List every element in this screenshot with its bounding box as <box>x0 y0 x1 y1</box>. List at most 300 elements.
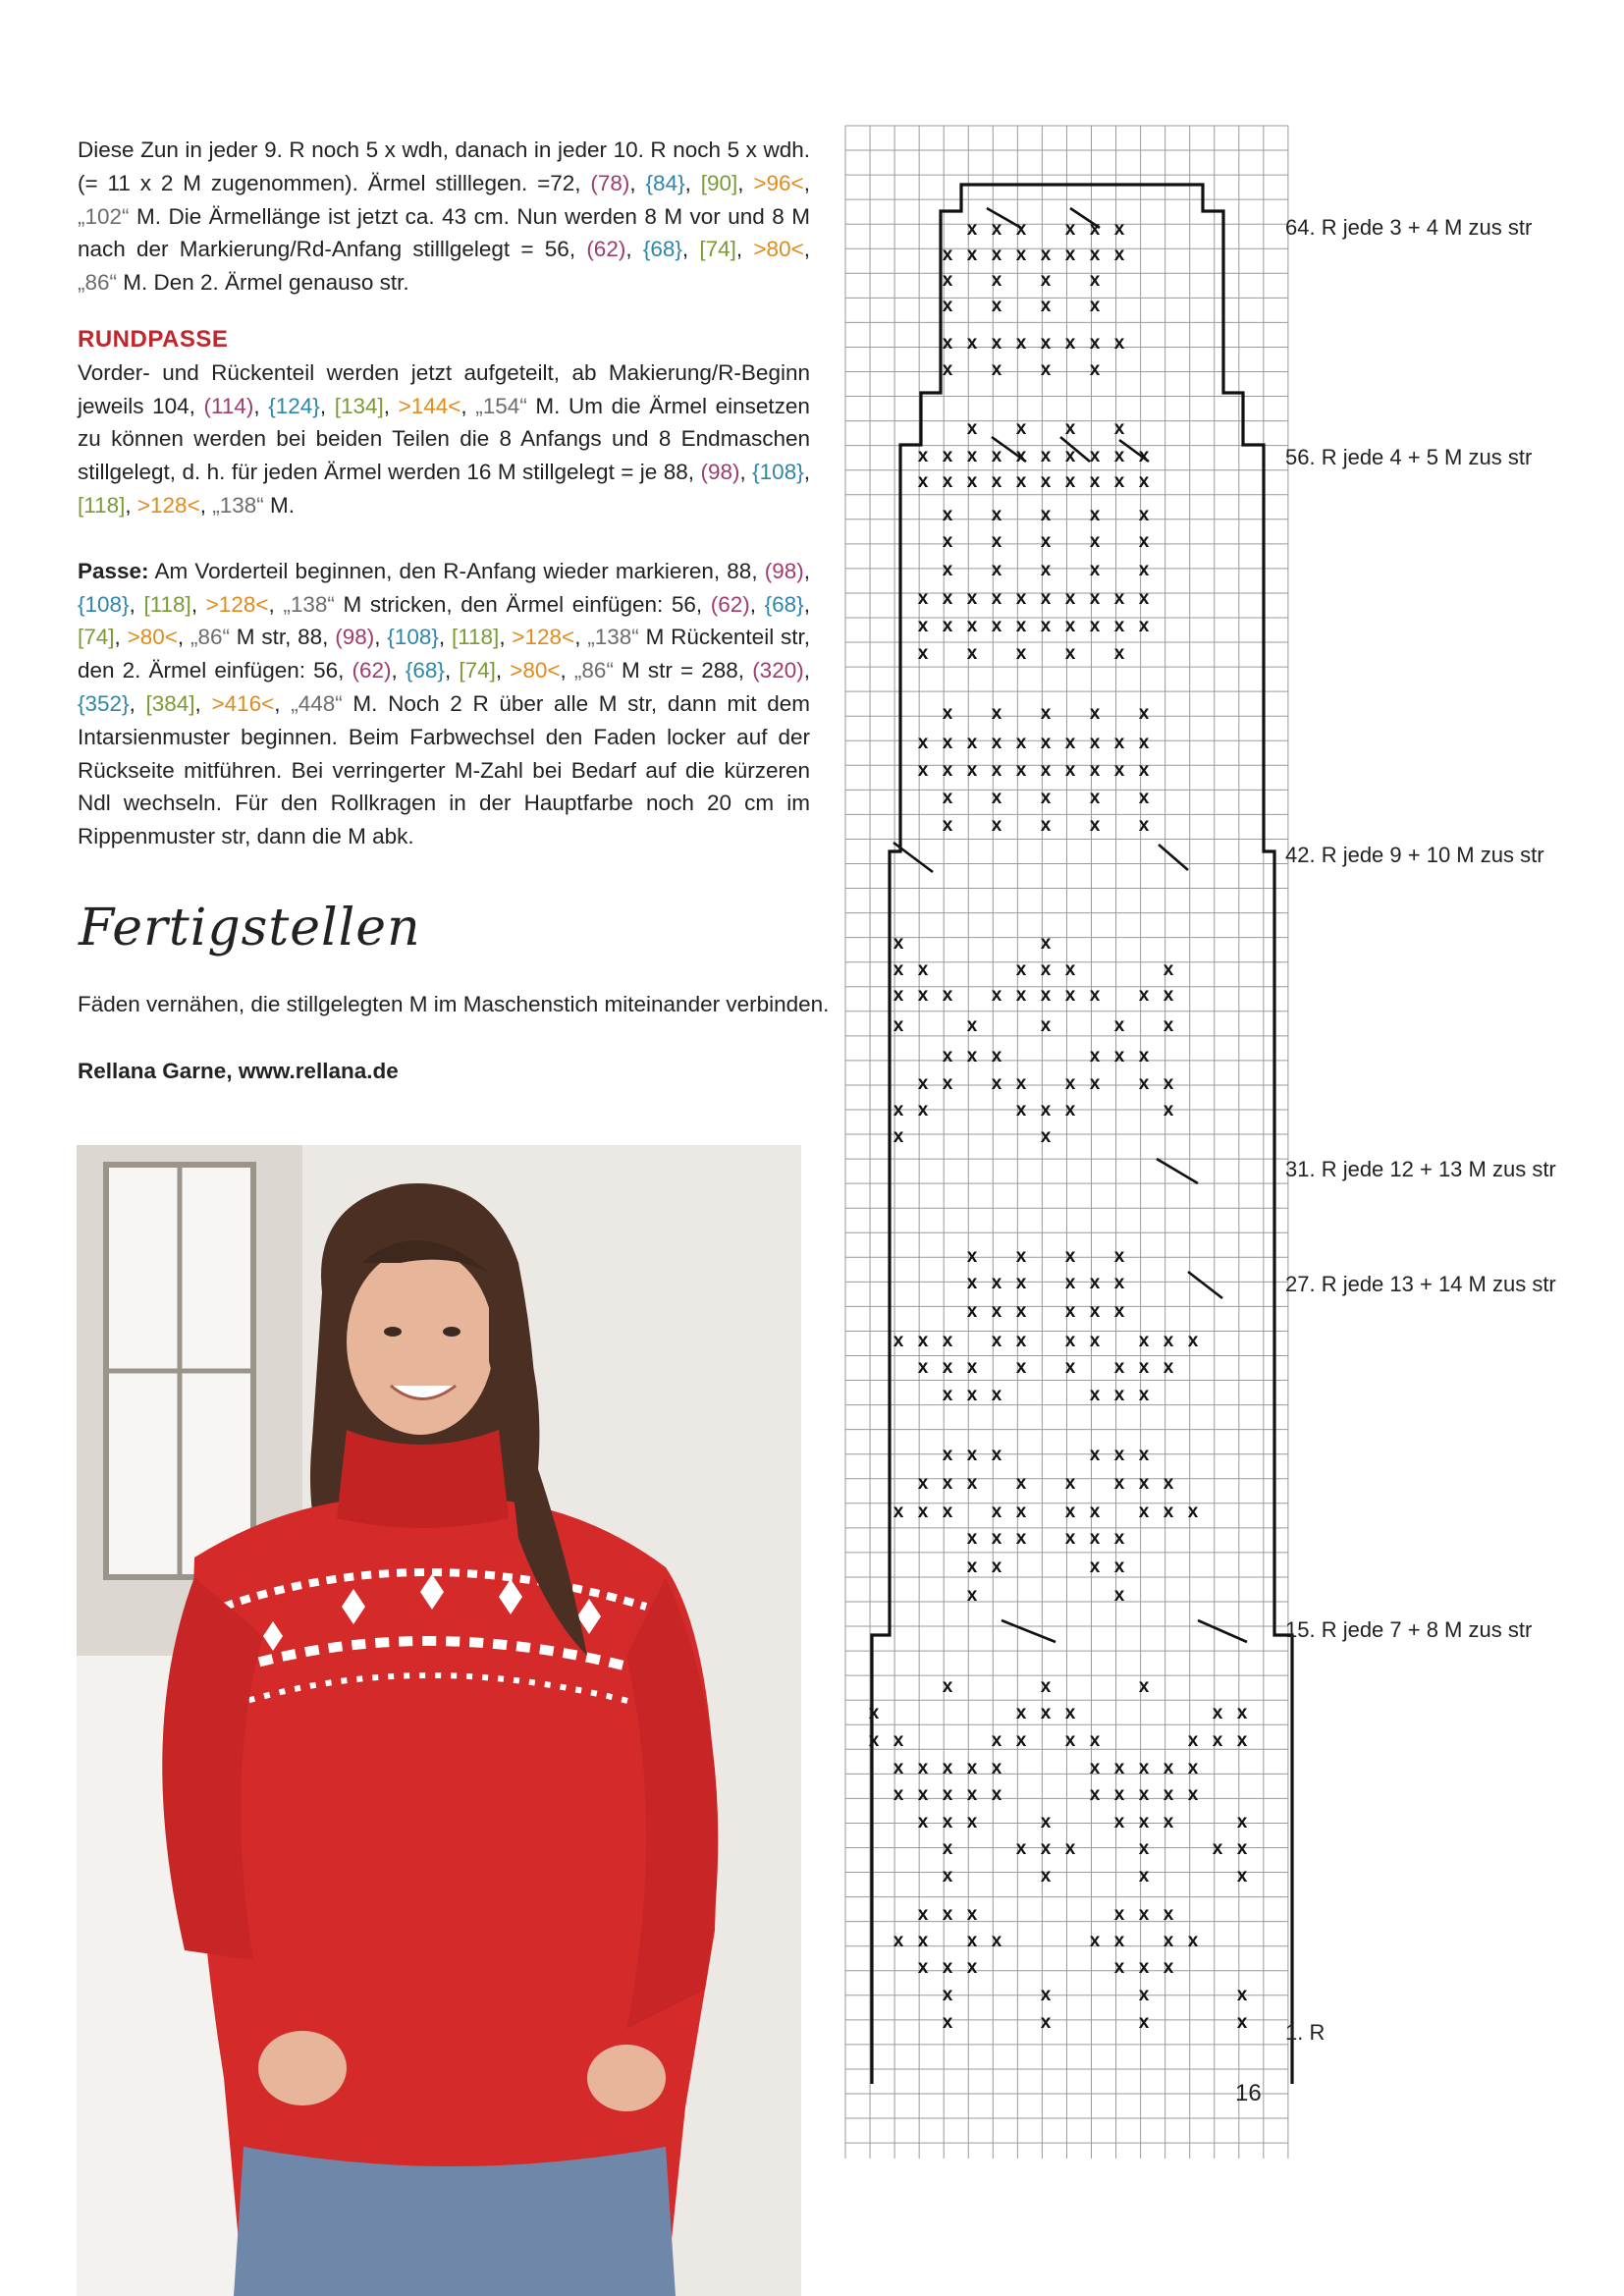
stitch-x-mark: x <box>868 1703 880 1723</box>
text-segment: , <box>739 460 753 485</box>
stitch-x-mark: x <box>1089 1273 1101 1293</box>
stitch-x-mark: x <box>893 1730 904 1751</box>
stitch-x-mark: x <box>991 703 1002 724</box>
text-segment: , <box>629 170 646 195</box>
stitch-x-mark: x <box>991 733 1002 753</box>
stitch-x-mark: x <box>1113 1784 1125 1805</box>
text-segment: [384] <box>145 690 195 716</box>
text-segment: [118] <box>78 492 126 518</box>
stitch-x-mark: x <box>942 616 953 636</box>
stitch-x-mark: x <box>942 1758 953 1778</box>
stitch-x-mark: x <box>1015 1357 1027 1378</box>
text-segment: , <box>444 658 460 683</box>
text-segment: >416< <box>211 690 275 716</box>
stitch-x-mark: x <box>942 985 953 1006</box>
text-segment: {68} <box>405 658 445 683</box>
stitch-x-mark: x <box>1138 1473 1150 1494</box>
stitch-x-mark: x <box>893 1502 904 1522</box>
stitch-x-mark: x <box>1089 505 1101 525</box>
text-segment: (62) <box>352 658 392 683</box>
stitch-x-mark: x <box>942 1385 953 1405</box>
stitch-x-mark: x <box>893 1126 904 1147</box>
stitch-x-mark: x <box>1163 1502 1174 1522</box>
stitch-x-mark: x <box>966 1473 978 1494</box>
stitch-x-mark: x <box>1138 815 1150 836</box>
text-segment: (320) <box>752 658 804 683</box>
text-segment: >128< <box>136 492 200 518</box>
text-segment: , <box>749 591 765 617</box>
stitch-x-mark: x <box>1064 219 1076 240</box>
stitch-x-mark: x <box>1064 643 1076 664</box>
stitch-x-mark: x <box>893 1100 904 1121</box>
stitch-x-mark: x <box>1163 1357 1174 1378</box>
stitch-x-mark: x <box>1015 760 1027 781</box>
stitch-x-mark: x <box>966 1904 978 1925</box>
text-segment: [74] <box>699 237 736 262</box>
stitch-x-mark: x <box>1040 2012 1052 2033</box>
stitch-x-mark: x <box>1187 1784 1199 1805</box>
text-segment: >128< <box>205 591 269 617</box>
stitch-x-mark: x <box>917 1931 929 1951</box>
text-segment: , <box>114 625 128 650</box>
text-segment: M Rückenteil str, den 2. Ärmel einfügen: 56, <box>78 625 810 683</box>
text-segment: , <box>495 658 511 683</box>
stitch-x-mark: x <box>1113 1473 1125 1494</box>
text-segment: >80< <box>510 658 561 683</box>
text-segment: [134] <box>334 393 384 418</box>
stitch-x-mark: x <box>942 471 953 492</box>
stitch-x-mark: x <box>991 245 1002 265</box>
decrease-marker <box>1188 1272 1222 1298</box>
stitch-x-mark: x <box>942 359 953 380</box>
stitch-x-mark: x <box>1064 1357 1076 1378</box>
stitch-x-mark: x <box>1040 959 1052 980</box>
text-segment: >144< <box>398 393 461 418</box>
stitch-x-mark: x <box>991 1385 1002 1405</box>
text-segment: , <box>560 658 574 683</box>
text-segment: „86“ <box>78 270 118 296</box>
stitch-x-mark: x <box>966 1812 978 1832</box>
stitch-x-mark: x <box>1040 1866 1052 1886</box>
stitch-x-mark: x <box>1089 1046 1101 1066</box>
stitch-x-mark: x <box>893 1015 904 1036</box>
text-segment: , <box>125 492 137 518</box>
stitch-x-mark: x <box>1040 1703 1052 1723</box>
stitch-x-mark: x <box>917 1100 929 1121</box>
stitch-x-mark: x <box>942 1473 953 1494</box>
stitch-x-mark: x <box>1015 418 1027 439</box>
text-segment: , <box>460 393 476 418</box>
stitch-x-mark: x <box>1138 471 1150 492</box>
stitch-x-mark: x <box>1138 1866 1150 1886</box>
decrease-marker <box>893 843 933 872</box>
text-segment: , <box>735 237 754 262</box>
text-segment: , <box>129 690 146 716</box>
text-segment: , <box>383 393 399 418</box>
stitch-x-mark: x <box>991 1331 1002 1351</box>
stitch-x-mark: x <box>1015 1730 1027 1751</box>
stitch-x-mark: x <box>1163 1812 1174 1832</box>
stitch-x-mark: x <box>942 2012 953 2033</box>
text-segment: , <box>499 625 513 650</box>
stitch-x-mark: x <box>1138 560 1150 580</box>
stitch-x-mark: x <box>1212 1703 1223 1723</box>
stitch-x-mark: x <box>991 1073 1002 1094</box>
stitch-x-mark: x <box>1064 1100 1076 1121</box>
stitch-x-mark: x <box>966 1957 978 1978</box>
stitch-x-mark: x <box>917 733 929 753</box>
text-segment: „138“ <box>212 492 264 518</box>
stitch-x-mark: x <box>1163 1931 1174 1951</box>
stitch-x-mark: x <box>991 788 1002 808</box>
stitch-x-mark: x <box>1015 471 1027 492</box>
text-segment: {108} <box>387 625 439 650</box>
stitch-x-mark: x <box>1138 1957 1150 1978</box>
stitch-x-mark: x <box>1089 1331 1101 1351</box>
stitch-x-mark: x <box>942 1073 953 1094</box>
stitch-x-mark: x <box>1040 1812 1052 1832</box>
stitch-x-mark: x <box>917 1502 929 1522</box>
stitch-x-mark: x <box>1064 245 1076 265</box>
stitch-x-mark: x <box>942 531 953 552</box>
text-segment: „448“ <box>291 690 343 716</box>
stitch-x-mark: x <box>1163 1073 1174 1094</box>
stitch-x-mark: x <box>1138 446 1150 466</box>
text-segment: {68} <box>764 591 804 617</box>
stitch-x-mark: x <box>1040 446 1052 466</box>
stitch-x-mark: x <box>1064 1331 1076 1351</box>
stitch-x-mark: x <box>1113 1246 1125 1267</box>
stitch-x-mark: x <box>942 1357 953 1378</box>
stitch-x-mark: x <box>917 1073 929 1094</box>
page-number: 16 <box>1235 2080 1262 2106</box>
text-segment: , <box>199 492 213 518</box>
stitch-x-mark: x <box>942 296 953 316</box>
stitch-x-mark: x <box>1064 1703 1076 1723</box>
stitch-x-mark: x <box>1113 733 1125 753</box>
decrease-marker <box>1001 1620 1056 1642</box>
stitch-x-mark: x <box>1138 1502 1150 1522</box>
stitch-x-mark: x <box>1163 1331 1174 1351</box>
stitch-x-mark: x <box>966 418 978 439</box>
stitch-x-mark: x <box>1113 446 1125 466</box>
stitch-x-mark: x <box>893 1784 904 1805</box>
text-segment: (98) <box>700 460 740 485</box>
text-segment: {108} <box>752 460 804 485</box>
text-segment: [74] <box>78 625 115 650</box>
stitch-x-mark: x <box>942 733 953 753</box>
stitch-x-mark: x <box>1015 1273 1027 1293</box>
stitch-x-mark: x <box>966 1528 978 1549</box>
stitch-x-mark: x <box>917 471 929 492</box>
stitch-x-mark: x <box>942 1866 953 1886</box>
text-segment: , <box>803 558 810 583</box>
stitch-x-mark: x <box>1113 1357 1125 1378</box>
stitch-x-mark: x <box>1187 1502 1199 1522</box>
stitch-x-mark: x <box>1089 446 1101 466</box>
stitch-x-mark: x <box>991 1557 1002 1577</box>
decrease-marker <box>1157 1159 1198 1183</box>
stitch-x-mark: x <box>1163 1015 1174 1036</box>
stitch-x-mark: x <box>942 703 953 724</box>
stitch-x-mark: x <box>1064 985 1076 1006</box>
stitch-x-mark: x <box>942 588 953 609</box>
stitch-x-mark: x <box>1138 1904 1150 1925</box>
stitch-x-mark: x <box>1015 1331 1027 1351</box>
stitch-x-mark: x <box>1040 733 1052 753</box>
stitch-x-mark: x <box>966 760 978 781</box>
stitch-x-mark: x <box>893 1931 904 1951</box>
stitch-x-mark: x <box>1138 1985 1150 2005</box>
stitch-x-mark: x <box>1064 1502 1076 1522</box>
stitch-x-mark: x <box>942 505 953 525</box>
stitch-x-mark: x <box>1064 1301 1076 1322</box>
stitch-x-mark: x <box>1138 733 1150 753</box>
stitch-x-mark: x <box>1064 1838 1076 1859</box>
stitch-x-mark: x <box>893 933 904 954</box>
stitch-x-mark: x <box>966 1273 978 1293</box>
text-segment: Am Vorderteil beginnen, den R-Anfang wieder markieren, 88, <box>148 558 765 583</box>
stitch-x-mark: x <box>966 1385 978 1405</box>
stitch-x-mark: x <box>991 219 1002 240</box>
stitch-x-mark: x <box>1015 219 1027 240</box>
stitch-x-mark: x <box>1138 788 1150 808</box>
stitch-x-mark: x <box>1064 1730 1076 1751</box>
stitch-x-mark: x <box>942 1502 953 1522</box>
stitch-x-mark: x <box>966 1784 978 1805</box>
stitch-x-mark: x <box>1015 1838 1027 1859</box>
stitch-x-mark: x <box>917 1957 929 1978</box>
stitch-x-mark: x <box>991 560 1002 580</box>
stitch-x-mark: x <box>1040 471 1052 492</box>
stitch-x-mark: x <box>1113 1385 1125 1405</box>
stitch-x-mark: x <box>942 1904 953 1925</box>
stitch-x-mark: x <box>1138 1784 1150 1805</box>
stitch-x-mark: x <box>991 1528 1002 1549</box>
stitch-x-mark: x <box>1113 616 1125 636</box>
stitch-x-mark: x <box>1064 418 1076 439</box>
stitch-x-mark: x <box>1113 1758 1125 1778</box>
stitch-x-mark: x <box>1113 1528 1125 1549</box>
stitch-x-mark: x <box>1138 1812 1150 1832</box>
stitch-x-mark: x <box>917 1784 929 1805</box>
stitch-x-mark: x <box>1040 933 1052 954</box>
stitch-x-mark: x <box>917 1758 929 1778</box>
text-segment: , <box>177 625 190 650</box>
chart-label-row-64: 64. R jede 3 + 4 M zus str <box>1285 215 1533 240</box>
stitch-x-mark: x <box>1236 1812 1248 1832</box>
stitch-x-mark: x <box>1040 359 1052 380</box>
stitch-x-mark: x <box>966 1046 978 1066</box>
stitch-x-mark: x <box>1064 333 1076 354</box>
chart-label-row-15: 15. R jede 7 + 8 M zus str <box>1285 1617 1533 1642</box>
text-segment: , <box>803 460 810 485</box>
stitch-x-mark: x <box>1113 1812 1125 1832</box>
text-segment: , <box>190 591 206 617</box>
stitch-x-mark: x <box>1015 643 1027 664</box>
stitch-x-mark: x <box>1138 760 1150 781</box>
finishing-text: Fäden vernähen, die stillgelegten M im Maschenstich miteinander verbinden. <box>78 992 830 1016</box>
stitch-x-mark: x <box>991 1931 1002 1951</box>
decrease-marker <box>1198 1620 1247 1642</box>
text-segment: (114) <box>203 393 254 418</box>
text-segment: , <box>803 170 810 195</box>
stitch-x-mark: x <box>991 1784 1002 1805</box>
text-segment: , <box>737 170 754 195</box>
stitch-x-mark: x <box>1015 733 1027 753</box>
text-segment: „154“ <box>475 393 527 418</box>
stitch-x-mark: x <box>991 296 1002 316</box>
stitch-x-mark: x <box>1113 760 1125 781</box>
stitch-x-mark: x <box>1015 1473 1027 1494</box>
text-segment: „102“ <box>78 203 130 229</box>
stitch-x-mark: x <box>1064 1528 1076 1549</box>
stitch-x-mark: x <box>1064 588 1076 609</box>
text-segment: , <box>574 625 588 650</box>
stitch-x-mark: x <box>1089 270 1101 291</box>
stitch-x-mark: x <box>893 1331 904 1351</box>
stitch-x-mark: x <box>1040 588 1052 609</box>
finishing-title: Fertigstellen <box>79 899 421 957</box>
text-segment: M. Noch 2 R über alle M str, dann mit dem Intarsienmuster beginnen. Beim Farbwechsel den Faden locker auf der Rückseite mitführen. Bei verringerter M-Zahl bei Bedarf auf die kürzeren Ndl wechseln. Für den Rollkragen in der Hauptfarbe noch 20 cm im Rippenmuster str, dann die M abk. <box>78 690 810 849</box>
stitch-x-mark: x <box>1040 616 1052 636</box>
text-segment: >80< <box>127 625 178 650</box>
stitch-x-mark: x <box>1015 1703 1027 1723</box>
stitch-x-mark: x <box>1040 505 1052 525</box>
text-segment: , <box>684 170 701 195</box>
stitch-x-mark: x <box>1089 560 1101 580</box>
stitch-x-mark: x <box>942 1838 953 1859</box>
stitch-x-mark: x <box>1163 959 1174 980</box>
stitch-x-mark: x <box>1040 1985 1052 2005</box>
stitch-x-mark: x <box>1113 643 1125 664</box>
text-segment: M stricken, den Ärmel einfügen: 56, <box>334 591 711 617</box>
stitch-x-mark: x <box>868 1730 880 1751</box>
stitch-x-mark: x <box>1113 471 1125 492</box>
stitch-x-mark: x <box>1138 616 1150 636</box>
stitch-x-mark: x <box>1089 788 1101 808</box>
stitch-x-mark: x <box>1113 1904 1125 1925</box>
stitch-x-mark: x <box>1113 219 1125 240</box>
stitch-x-mark: x <box>1015 1246 1027 1267</box>
text-segment: (98) <box>335 625 375 650</box>
stitch-x-mark: x <box>1015 1073 1027 1094</box>
stitch-x-mark: x <box>1064 616 1076 636</box>
text-segment: M str = 288, <box>613 658 753 683</box>
stitch-x-mark: x <box>1113 1301 1125 1322</box>
chart-label-row-27: 27. R jede 13 + 14 M zus str <box>1285 1272 1556 1296</box>
stitch-x-mark: x <box>1064 959 1076 980</box>
stitch-x-mark: x <box>1138 1073 1150 1094</box>
stitch-x-mark: x <box>1163 1473 1174 1494</box>
stitch-x-mark: x <box>966 616 978 636</box>
stitch-x-mark: x <box>893 985 904 1006</box>
text-segment: M. Die Ärmellänge ist jetzt ca. 43 cm. Nun werden 8 M vor und 8 M nach der Markierung/Rd-Anfang stilllgelegt = 56, <box>78 203 810 262</box>
stitch-x-mark: x <box>1015 588 1027 609</box>
stitch-x-mark: x <box>1064 1473 1076 1494</box>
stitch-x-mark: x <box>1236 1866 1248 1886</box>
stitch-x-mark: x <box>1113 1931 1125 1951</box>
stitch-x-mark: x <box>1089 296 1101 316</box>
stitch-x-mark: x <box>1236 1985 1248 2005</box>
stitch-x-mark: x <box>991 760 1002 781</box>
stitch-x-mark: x <box>1163 1784 1174 1805</box>
stitch-x-mark: x <box>1089 1758 1101 1778</box>
stitch-x-mark: x <box>1113 1046 1125 1066</box>
stitch-x-mark: x <box>1040 270 1052 291</box>
stitch-x-mark: x <box>1040 560 1052 580</box>
stitch-x-mark: x <box>1015 1502 1027 1522</box>
stitch-x-mark: x <box>966 1931 978 1951</box>
stitch-x-mark: x <box>1040 296 1052 316</box>
stitch-x-mark: x <box>942 1046 953 1066</box>
stitch-x-mark: x <box>991 1301 1002 1322</box>
stitch-x-mark: x <box>1187 1758 1199 1778</box>
stitch-x-mark: x <box>1015 446 1027 466</box>
text-segment: [90] <box>700 170 738 195</box>
stitch-x-mark: x <box>1015 616 1027 636</box>
text-segment: , <box>803 591 810 617</box>
stitch-x-mark: x <box>1163 1758 1174 1778</box>
stitch-x-mark: x <box>1015 1301 1027 1322</box>
stitch-x-mark: x <box>917 1331 929 1351</box>
text-segment: M str, 88, <box>229 625 336 650</box>
stitch-x-mark: x <box>1113 1445 1125 1465</box>
stitch-x-mark: x <box>991 815 1002 836</box>
stitch-x-mark: x <box>1113 1557 1125 1577</box>
stitch-x-mark: x <box>991 1046 1002 1066</box>
stitch-x-mark: x <box>1113 1015 1125 1036</box>
stitch-x-mark: x <box>942 1812 953 1832</box>
stitch-x-mark: x <box>966 1015 978 1036</box>
stitch-x-mark: x <box>1089 219 1101 240</box>
stitch-x-mark: x <box>942 788 953 808</box>
stitch-x-mark: x <box>1089 1730 1101 1751</box>
stitch-x-mark: x <box>991 1502 1002 1522</box>
stitch-x-mark: x <box>1187 1331 1199 1351</box>
stitch-x-mark: x <box>1113 418 1125 439</box>
stitch-x-mark: x <box>991 471 1002 492</box>
stitch-x-mark: x <box>966 471 978 492</box>
stitch-x-mark: x <box>991 446 1002 466</box>
stitch-x-mark: x <box>991 359 1002 380</box>
text-segment: {124} <box>268 393 320 418</box>
stitch-x-mark: x <box>966 333 978 354</box>
stitch-x-mark: x <box>1163 985 1174 1006</box>
stitch-x-mark: x <box>966 733 978 753</box>
stitch-x-mark: x <box>917 588 929 609</box>
stitch-x-mark: x <box>1113 1273 1125 1293</box>
stitch-x-mark: x <box>1089 815 1101 836</box>
stitch-x-mark: x <box>991 270 1002 291</box>
stitch-x-mark: x <box>1089 1784 1101 1805</box>
stitch-x-mark: x <box>917 985 929 1006</box>
text-segment: , <box>438 625 452 650</box>
stitch-x-mark: x <box>1015 245 1027 265</box>
stitch-x-mark: x <box>1015 959 1027 980</box>
stitch-x-mark: x <box>966 1557 978 1577</box>
stitch-x-mark: x <box>1089 359 1101 380</box>
stitch-x-mark: x <box>1138 703 1150 724</box>
stitch-x-mark: x <box>1040 1126 1052 1147</box>
stitch-x-mark: x <box>966 643 978 664</box>
stitch-x-mark: x <box>917 446 929 466</box>
stitch-x-mark: x <box>966 1445 978 1465</box>
stitch-x-mark: x <box>1089 616 1101 636</box>
stitch-x-mark: x <box>1089 985 1101 1006</box>
stitch-x-mark: x <box>1113 1585 1125 1606</box>
text-segment: [74] <box>459 658 496 683</box>
